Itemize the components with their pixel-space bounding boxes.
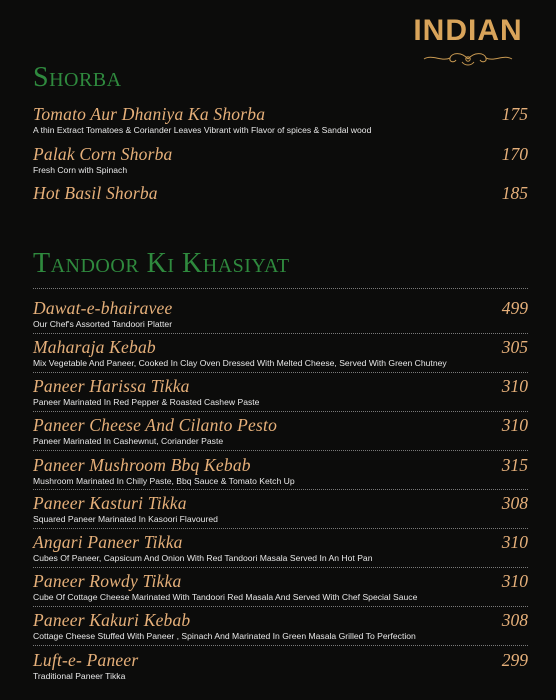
section-title-shorba: Shorba: [33, 62, 122, 93]
item-name: Paneer Rowdy Tikka: [33, 571, 182, 591]
item-divider: [33, 450, 528, 451]
item-name: Paneer Harissa Tikka: [33, 376, 190, 396]
brand-logo: [408, 14, 528, 68]
item-price: 315: [501, 455, 528, 475]
item-price: 310: [501, 532, 528, 552]
ornament-icon: [416, 50, 520, 68]
item-price: 310: [501, 415, 528, 435]
item-description: Paneer Marinated In Cashewnut, Coriander Paste: [33, 436, 224, 446]
item-divider: [33, 372, 528, 373]
item-divider: [33, 645, 528, 646]
section-title-tandoor: Tandoor Ki Khasiyat: [33, 248, 290, 279]
menu-item: [33, 298, 528, 330]
item-price: 499: [501, 298, 528, 318]
item-description: Mix Vegetable And Paneer, Cooked In Clay Oven Dressed With Melted Cheese, Served With Green Chutney: [33, 358, 447, 368]
item-divider: [33, 489, 528, 490]
item-description: Paneer Marinated In Red Pepper & Roasted Cashew Paste: [33, 397, 260, 407]
item-description: Squared Paneer Marinated In Kasoori Flavoured: [33, 514, 218, 524]
item-name: Maharaja Kebab: [33, 337, 156, 357]
item-price: 308: [501, 493, 528, 513]
menu-item: [33, 610, 528, 642]
item-description: A thin Extract Tomatoes & Coriander Leaves Vibrant with Flavor of spices & Sandal wood: [33, 125, 372, 135]
item-divider: [33, 528, 528, 529]
item-name: Dawat-e-bhairavee: [33, 298, 173, 318]
item-price: 310: [501, 376, 528, 396]
item-price: 310: [501, 571, 528, 591]
item-divider: [33, 567, 528, 568]
item-price: 170: [501, 144, 528, 164]
item-price: 185: [501, 183, 528, 203]
item-name: Tomato Aur Dhaniya Ka Shorba: [33, 104, 266, 124]
item-price: 308: [501, 610, 528, 630]
brand-title: INDIAN: [413, 14, 523, 47]
item-description: Traditional Paneer Tikka: [33, 671, 126, 681]
item-name: Angari Paneer Tikka: [33, 532, 183, 552]
item-name: Paneer Mushroom Bbq Kebab: [33, 455, 251, 475]
item-name: Hot Basil Shorba: [33, 183, 158, 203]
item-name: Palak Corn Shorba: [33, 144, 173, 164]
item-price: 299: [501, 650, 528, 670]
menu-item: [33, 415, 528, 447]
menu-item: [33, 376, 528, 408]
menu-item: [33, 183, 528, 203]
menu-item: [33, 455, 528, 487]
item-description: Cottage Cheese Stuffed With Paneer , Spinach And Marinated In Green Masala Grilled To Perfection: [33, 631, 416, 641]
item-divider: [33, 333, 528, 334]
item-name: Paneer Kakuri Kebab: [33, 610, 191, 630]
menu-item: [33, 532, 528, 564]
menu-item: [33, 493, 528, 525]
menu-item: [33, 650, 528, 682]
item-description: Our Chef's Assorted Tandoori Platter: [33, 319, 173, 329]
menu-item: [33, 144, 528, 176]
item-name: Paneer Cheese And Cilanto Pesto: [33, 415, 278, 435]
item-description: Cubes Of Paneer, Capsicum And Onion With Red Tandoori Masala Served In An Hot Pan: [33, 553, 373, 563]
item-divider: [33, 606, 528, 607]
menu-item: [33, 571, 528, 603]
item-divider: [33, 411, 528, 412]
item-name: Luft-e- Paneer: [33, 650, 139, 670]
menu-item: [33, 337, 528, 369]
item-name: Paneer Kasturi Tikka: [33, 493, 187, 513]
section-divider: [33, 288, 528, 289]
item-description: Fresh Corn with Spinach: [33, 165, 128, 175]
item-price: 305: [501, 337, 528, 357]
item-description: Mushroom Marinated In Chilly Paste, Bbq Sauce & Tomato Ketch Up: [33, 476, 295, 486]
menu-item: [33, 104, 528, 136]
item-price: 175: [501, 104, 528, 124]
item-description: Cube Of Cottage Cheese Marinated With Tandoori Red Masala And Served With Chef Special Sauce: [33, 592, 418, 602]
